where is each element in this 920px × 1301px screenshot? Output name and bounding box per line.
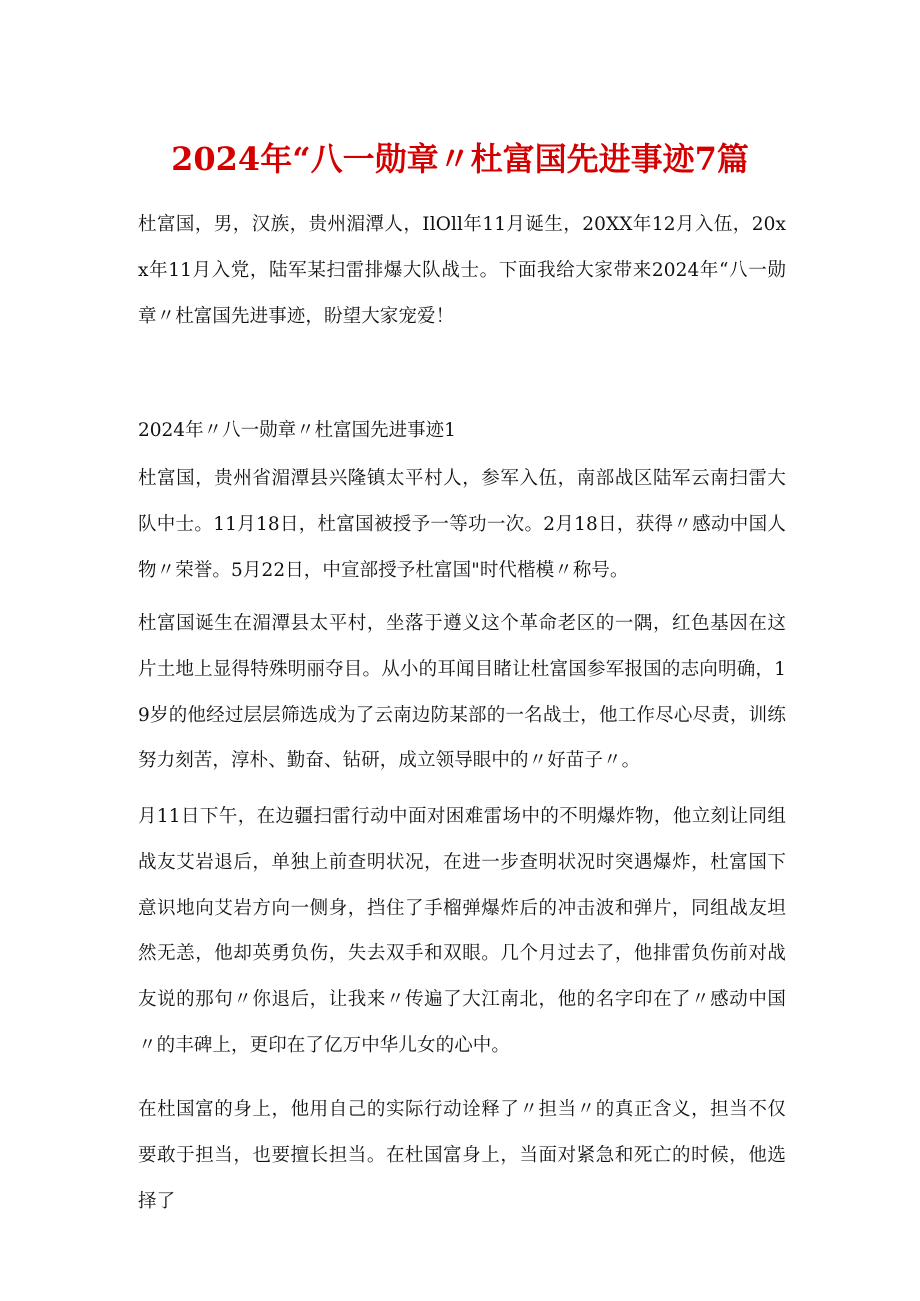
body-paragraph-4: 在杜国富的身上，他用自己的实际行动诠释了〃担当〃的真正含义，担当不仅要敢于担当，也要擅长担当。在杜国富身上，当面对紧急和死亡的时候，他选择了 bbox=[138, 1099, 786, 1212]
section-heading: 2024年〃八一勋章〃杜富国先进事迹1 bbox=[138, 420, 456, 441]
body-paragraph-1: 杜富国，贵州省湄潭县兴隆镇太平村人，参军入伍，南部战区陆军云南扫雷大队中士。11月18日，杜富国被授予一等功一次。2月18日，获得〃感动中国人物〃荣誉。5月22日，中宣部授予杜富国"时代楷模〃称号。 bbox=[138, 468, 786, 581]
intro-paragraph: 杜富国，男，汉族，贵州湄潭人，IlOll年11月诞生，20XX年12月入伍，20xx年11月入党，陆军某扫雷排爆大队战士。下面我给大家带来2024年“八一勋章〃杜富国先进事迹，盼望大家宠爱！ bbox=[138, 214, 786, 327]
body-paragraph-2: 杜富国诞生在湄潭县太平村，坐落于遵义这个革命老区的一隅，红色基因在这片土地上显得特殊明丽夺目。从小的耳闻目睹让杜富国参军报国的志向明确，19岁的他经过层层筛选成为了云南边防某部的一名战士，他工作尽心尽责，训练努力刻苦，淳朴、勤奋、钻研，成立领导眼中的〃好苗子〃。 bbox=[138, 613, 786, 772]
body-paragraph-3: 月11日下午，在边疆扫雷行动中面对困难雷场中的不明爆炸物，他立刻让同组战友艾岩退后，单独上前查明状况，在进一步查明状况时突遇爆炸，杜富国下意识地向艾岩方向一侧身，挡住了手榴弹爆炸后的冲击波和弹片，同组战友坦然无恙，他却英勇负伤，失去双手和双眼。几个月过去了，他排雷负伤前对战友说的那句〃你退后，让我来〃传遍了大江南北，他的名字印在了〃感动中国〃的丰碑上，更印在了亿万中华儿女的心中。 bbox=[138, 806, 786, 1056]
document-title: 2024年“八一勋章〃杜富国先进事迹7篇 bbox=[171, 140, 749, 178]
